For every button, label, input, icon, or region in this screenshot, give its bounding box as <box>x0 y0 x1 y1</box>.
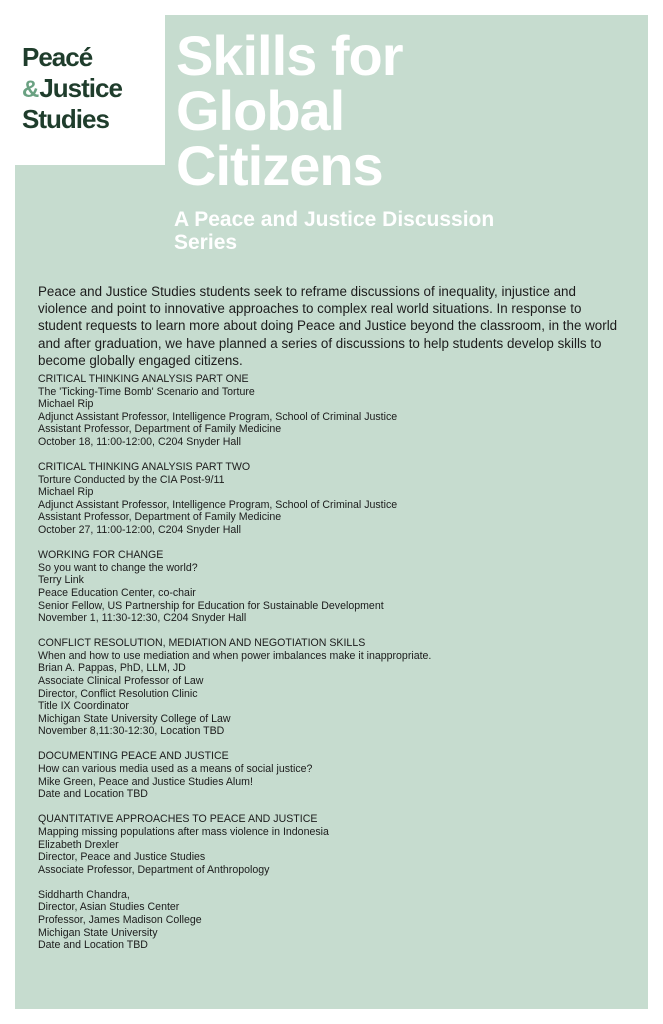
event-heading: CONFLICT RESOLUTION, MEDIATION AND NEGOTIATION SKILLS <box>38 637 366 650</box>
event-detail-line: Torture Conducted by the CIA Post-9/11 <box>38 473 225 486</box>
event-item <box>38 637 628 738</box>
event-detail-line: Michael Rip <box>38 486 94 499</box>
event-detail-line: Peace Education Center, co-chair <box>38 586 196 599</box>
event-detail-line: October 18, 11:00-12:00, C204 Snyder Hall <box>38 435 241 448</box>
event-heading: Siddharth Chandra, <box>38 888 130 901</box>
event-item <box>38 373 628 449</box>
event-detail-line: Mapping missing populations after mass violence in Indonesia <box>38 825 329 838</box>
title-line: Citizens <box>176 134 383 197</box>
event-detail-line: Adjunct Assistant Professor, Intelligence Program, School of Criminal Justice <box>38 410 398 423</box>
event-detail-line: November 1, 11:30-12:30, C204 Snyder Hall <box>38 612 247 625</box>
logo-justice-text: Justice <box>39 73 122 103</box>
event-item <box>38 889 628 952</box>
event-heading: QUANTITATIVE APPROACHES TO PEACE AND JUSTICE <box>38 813 318 826</box>
event-detail-line: Date and Location TBD <box>38 939 148 952</box>
event-detail-line: Title IX Coordinator <box>38 700 129 713</box>
event-detail-line: Associate Clinical Professor of Law <box>38 674 204 687</box>
event-detail-line: Terry Link <box>38 574 84 587</box>
event-detail-line: Brian A. Pappas, PhD, LLM, JD <box>38 662 186 675</box>
event-heading: WORKING FOR CHANGE <box>38 549 164 562</box>
event-item <box>38 549 628 625</box>
events-list <box>38 373 628 964</box>
event-detail-line: Michigan State University College of Law <box>38 712 231 725</box>
event-detail-line: Senior Fellow, US Partnership for Education for Sustainable Development <box>38 599 384 612</box>
event-detail-line: How can various media used as a means of social justice? <box>38 763 313 776</box>
event-detail-line: When and how to use mediation and when power imbalances make it inappropriate. <box>38 649 432 662</box>
event-detail-line: Director, Conflict Resolution Clinic <box>38 687 198 700</box>
page-subtitle <box>174 208 634 254</box>
event-item <box>38 813 628 876</box>
subtitle-line: A Peace and Justice Discussion <box>174 208 495 231</box>
logo-line-justice <box>22 75 122 102</box>
event-detail-line: October 27, 11:00-12:00, C204 Snyder Hall <box>38 524 241 537</box>
event-detail-line: November 8,11:30-12:30, Location TBD <box>38 725 225 738</box>
event-detail-line: Director, Asian Studies Center <box>38 901 180 914</box>
event-heading: CRITICAL THINKING ANALYSIS PART TWO <box>38 461 251 474</box>
event-detail-line: Adjunct Assistant Professor, Intelligence Program, School of Criminal Justice <box>38 498 398 511</box>
event-heading: DOCUMENTING PEACE AND JUSTICE <box>38 750 229 763</box>
event-item <box>38 461 628 537</box>
logo-ampersand: & <box>22 76 39 103</box>
logo-line-peace: Peacé <box>22 42 93 72</box>
logo-line-studies: Studies <box>22 104 109 134</box>
event-detail-line: Michigan State University <box>38 926 158 939</box>
event-detail-line: Assistant Professor, Department of Family Medicine <box>38 423 282 436</box>
event-detail-line: Elizabeth Drexler <box>38 838 119 851</box>
event-detail-line: The 'Ticking-Time Bomb' Scenario and Torture <box>38 385 255 398</box>
event-detail-line: So you want to change the world? <box>38 561 198 574</box>
event-detail-line: Professor, James Madison College <box>38 913 202 926</box>
intro-paragraph: Peace and Justice Studies students seek to reframe discussions of inequality, injustice and violence and point to innovative approaches to complex real world situations. In response to student requests to learn more about doing Peace and Justice beyond the classroom, in the world and after graduation, we have planned a series of discussions to help students develop skills to become globally engaged citizens. <box>38 284 618 368</box>
page-title <box>176 24 636 197</box>
title-line: Global <box>176 79 345 142</box>
logo <box>15 15 165 165</box>
event-heading: CRITICAL THINKING ANALYSIS PART ONE <box>38 373 249 385</box>
event-item <box>38 750 628 800</box>
subtitle-line: Series <box>174 231 238 254</box>
title-line: Skills for <box>176 24 403 87</box>
event-detail-line: Director, Peace and Justice Studies <box>38 851 206 864</box>
event-detail-line: Associate Professor, Department of Anthropology <box>38 863 270 876</box>
event-detail-line: Date and Location TBD <box>38 788 148 801</box>
event-detail-line: Mike Green, Peace and Justice Studies Alum! <box>38 775 253 788</box>
event-detail-line: Assistant Professor, Department of Family Medicine <box>38 511 282 524</box>
event-detail-line: Michael Rip <box>38 398 94 411</box>
